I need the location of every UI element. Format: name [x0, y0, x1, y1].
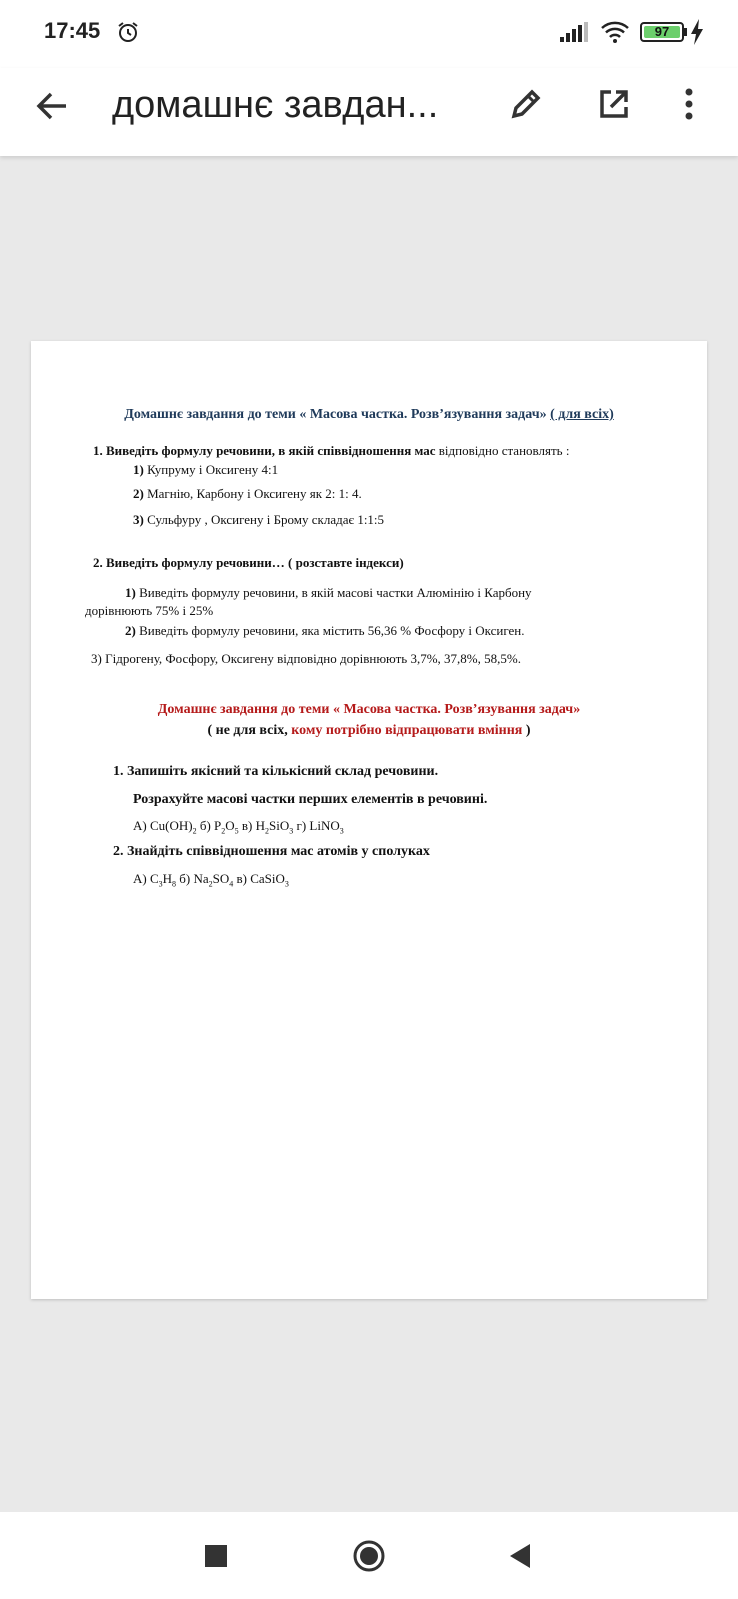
back-arrow-icon[interactable] — [34, 88, 70, 129]
battery-icon — [640, 22, 684, 42]
section2-question1: 1. Запишіть якісний та кількісний склад речовини. — [113, 764, 439, 779]
nav-back-button[interactable] — [508, 1542, 532, 1575]
wifi-icon — [600, 20, 630, 49]
section2-heading: Домашнє завдання до теми « Масова частка. Розв’язування задач» — [157, 702, 581, 717]
q1-bold-text: 1. Виведіть формулу речовини, в якій співвідношення мас — [93, 443, 436, 458]
q2-item-1-cont: дорівнюють 75% і 25% — [85, 603, 214, 618]
charging-icon — [690, 19, 704, 50]
battery-cap — [684, 28, 687, 36]
section1-question2: 2. Виведіть формулу речовини… ( розставте індекси) — [93, 555, 404, 570]
q1-item-2: 2) Магнію, Карбону і Оксигену як 2: 1: 4. — [133, 486, 362, 501]
more-options-icon[interactable] — [684, 86, 694, 127]
q1-rest-text: відповідно становлять : — [435, 443, 570, 458]
alarm-icon — [116, 20, 140, 49]
open-external-icon[interactable] — [596, 86, 632, 127]
battery-level: 97 — [654, 24, 670, 39]
section1-heading-tag: ( для всіх) — [550, 407, 614, 422]
section1-question1 — [93, 443, 569, 459]
section2-q1-options: А) $Cu(OH)_2$ б) $P_2O_5$ в) $H_2SiO_3$ г) LiNO$_3$ — [133, 818, 344, 836]
section2-subheading: ( не для всіх, кому потрібно відпрацювати вміння ) — [207, 723, 531, 738]
document-page — [31, 341, 707, 1299]
section2-question2: 2. Знайдіть співвідношення мас атомів у сполуках — [113, 844, 430, 859]
status-time: 17:45 — [44, 18, 101, 43]
signal-icon — [560, 22, 588, 47]
q1-item-1: 1) Купруму і Оксигену 4:1 — [133, 462, 279, 477]
edit-pencil-icon[interactable] — [508, 86, 544, 127]
recent-apps-button[interactable] — [205, 1545, 227, 1567]
q2-item-3: 3) Гідрогену, Фосфору, Оксигену відповідно дорівнюють 3,7%, 37,8%, 58,5%. — [91, 651, 521, 666]
q2-item-1: 1) Виведіть формулу речовини, в якій масові частки Алюмінію і Карбону — [125, 585, 532, 600]
document-title: домашнє завдан... — [112, 84, 439, 126]
section1-heading — [31, 407, 707, 423]
q2-item-2: 2) Виведіть формулу речовини, яка містить 56,36 % Фосфору і Оксиген. — [125, 623, 525, 638]
app-bar — [0, 68, 738, 156]
home-button[interactable] — [352, 1539, 386, 1578]
q1-item-3: 3) Сульфуру , Оксигену і Брому складає 1:1:5 — [133, 512, 385, 527]
status-bar — [0, 0, 738, 68]
section2-q2-options: А) $C_3H_8$ б) $Na_2SO_4$ в) CaSiO$_3$ — [133, 871, 289, 889]
section2-question1-line2: Розрахуйте масові частки перших елементів в речовині. — [133, 792, 488, 807]
section1-heading-text: Домашнє завдання до теми « Масова частка. Розв’язування задач» — [124, 407, 551, 422]
